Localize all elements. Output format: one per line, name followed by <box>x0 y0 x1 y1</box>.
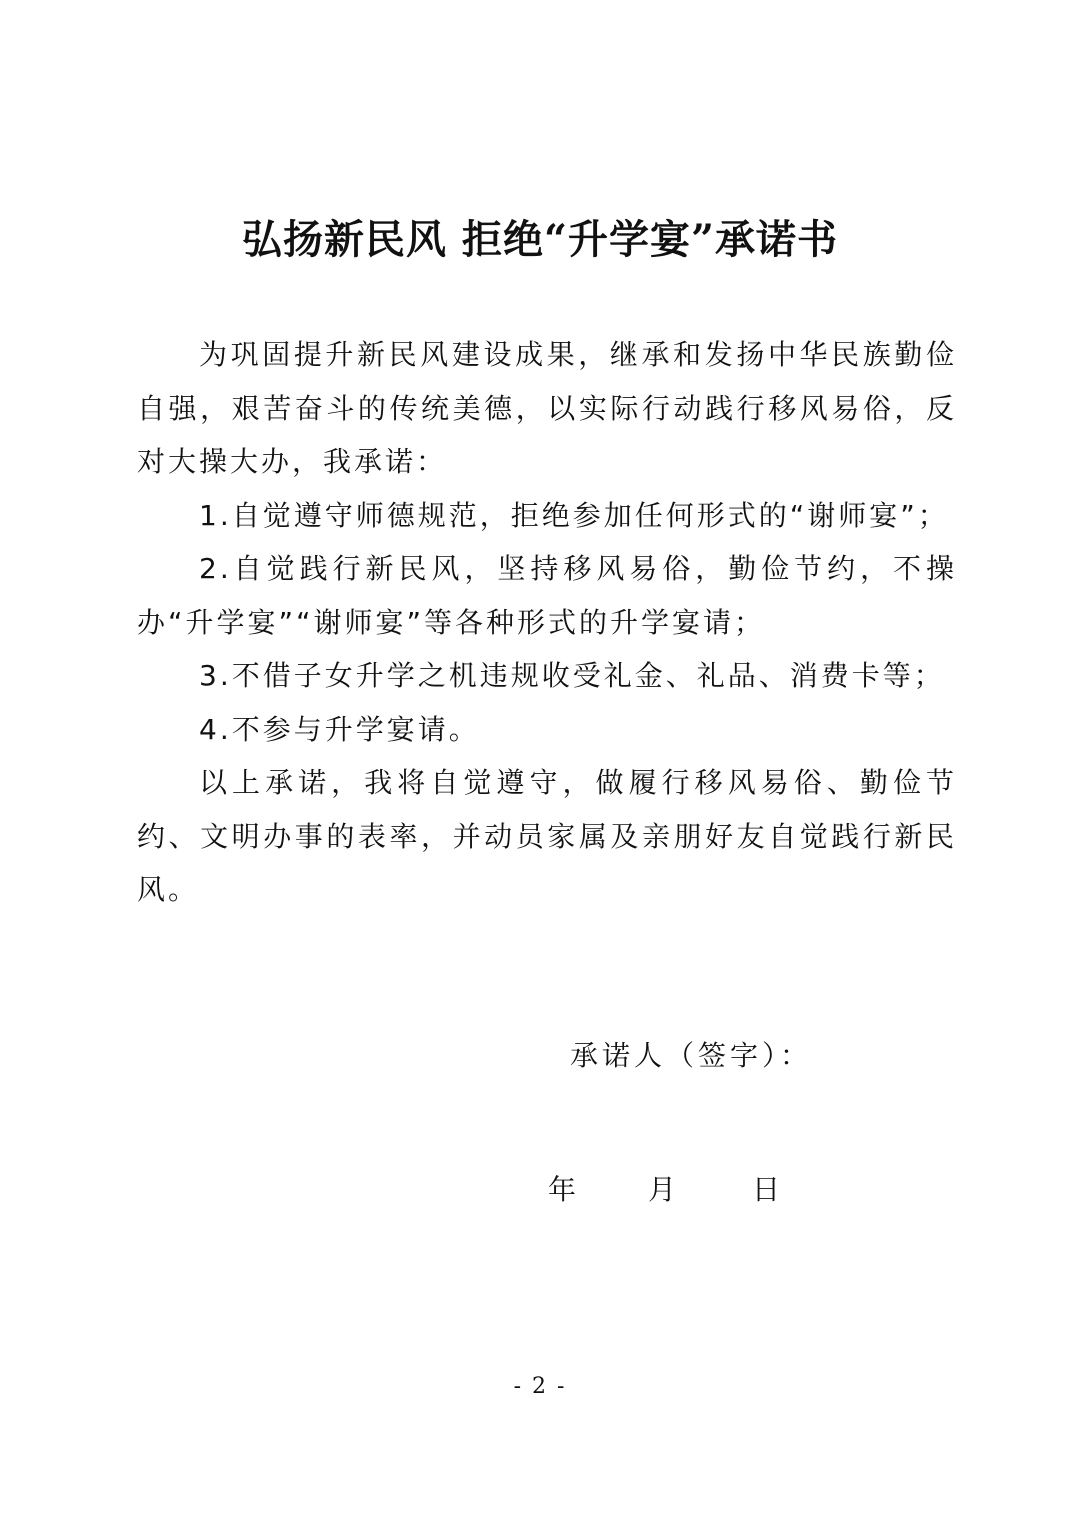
commitment-item-4: 4.不参与升学宴请。 <box>199 712 480 746</box>
page-number: - 2 - <box>513 1374 567 1399</box>
closing-paragraph: 以上承诺，我将自觉遵守，做履行移风易俗、勤俭节约、文明办事的表率，并动员家属及亲朋好友自觉践行新民风。 <box>137 766 957 906</box>
signature-label: 承诺人（签字）： <box>570 1039 813 1072</box>
commitment-item-3: 3.不借子女升学之机违规收受礼金、礼品、消费卡等； <box>199 659 945 692</box>
date-year-label: 年 <box>548 1173 577 1206</box>
date-day-label: 日 <box>752 1173 781 1206</box>
intro-paragraph: 为巩固提升新民风建设成果，继承和发扬中华民族勤俭自强，艰苦奋斗的传统美德，以实际行动践行移风易俗，反对大操大办，我承诺： <box>137 338 957 478</box>
commitment-item-1: 1.自觉遵守师德规范，拒绝参加任何形式的“谢师宴”； <box>199 498 949 532</box>
commitment-item-2: 2.自觉践行新民风，坚持移风易俗，勤俭节约，不操办“升学宴”“谢师宴”等各种形式的升学宴请； <box>137 552 957 639</box>
date-month-label: 月 <box>648 1173 677 1206</box>
document-title: 弘扬新民风 拒绝“升学宴”承诺书 <box>242 216 838 263</box>
commitment-body <box>137 328 957 917</box>
